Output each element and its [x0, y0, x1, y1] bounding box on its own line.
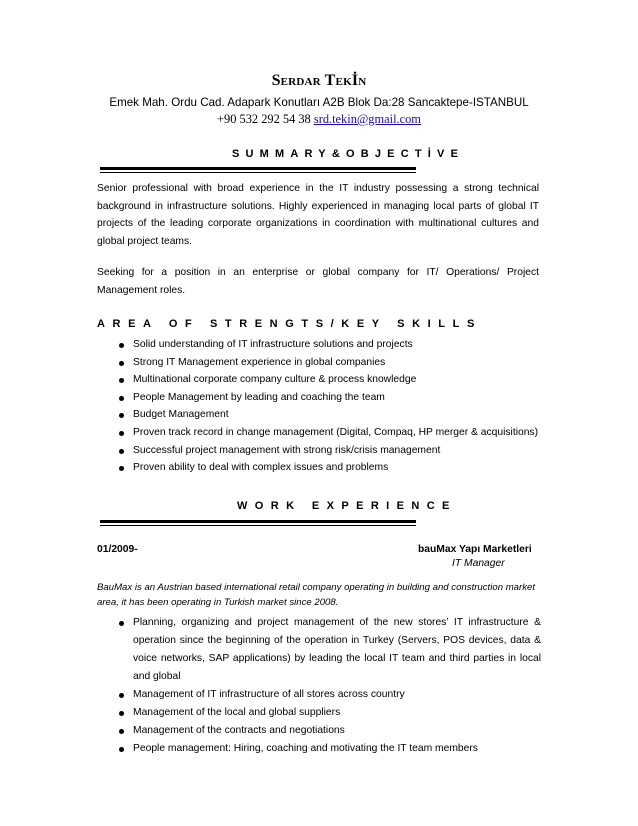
list-item-text: Strong IT Management experience in global companies — [133, 356, 386, 368]
list-item-text: People management: Hiring, coaching and motivating the IT team members — [133, 743, 478, 754]
bullet-icon — [119, 396, 124, 401]
list-item — [133, 740, 541, 758]
strengths-list — [133, 336, 538, 477]
address: Emek Mah. Ordu Cad. Adapark Konutları A2B Blok Da:28 Sancaktepe-ISTANBUL — [109, 96, 529, 109]
list-item — [133, 722, 541, 740]
bullet-icon — [119, 431, 124, 436]
list-item-text: Solid understanding of IT infrastructure solutions and projects — [133, 339, 413, 350]
list-item-text: Management of the local and global suppliers — [133, 707, 341, 718]
list-item-text: Successful project management with strong risk/crisis management — [133, 444, 441, 456]
list-item — [133, 424, 538, 442]
list-item — [133, 614, 541, 686]
list-item — [133, 459, 538, 477]
objective-paragraph: Seeking for a position in an enterprise or global company for IT/ Operations/ Project Management roles. — [97, 267, 539, 296]
summary-heading: SUMMARY&OBJECTİVE — [232, 148, 465, 160]
candidate-name-text: Serdar Tekİn — [271, 72, 367, 89]
bullet-icon — [119, 747, 124, 752]
list-item-text: Management of IT infrastructure of all stores across country — [133, 689, 405, 700]
work-heading: WORK EXPERIENCE — [237, 500, 457, 512]
candidate-name — [0, 72, 638, 90]
bullet-icon — [119, 361, 124, 366]
list-item-text: Proven ability to deal with complex issues and problems — [133, 462, 389, 474]
list-item — [133, 336, 538, 354]
list-item-text: Management of the contracts and negotiations — [133, 725, 345, 736]
list-item — [133, 442, 538, 460]
bullet-icon — [119, 343, 124, 348]
list-item — [133, 686, 541, 704]
phone-number: +90 532 292 54 38 — [217, 112, 311, 126]
list-item-text: Multinational corporate company culture & process knowledge — [133, 374, 417, 386]
bullet-icon — [119, 449, 124, 454]
bullet-icon — [119, 378, 124, 383]
email-link[interactable]: srd.tekin@gmail.com — [313, 112, 421, 126]
list-item-text: Proven track record in change management (Digital, Compaq, HP merger & acquisitions) — [133, 426, 539, 438]
list-item — [133, 704, 541, 722]
list-item — [133, 354, 538, 372]
job-responsibilities-list — [133, 614, 541, 758]
bullet-icon — [119, 466, 124, 471]
job-description: BauMax is an Austrian based international retail company operating in building and construction market area, it has been operating in Turkish market since 2008. — [97, 582, 536, 608]
job-date: 01/2009- — [97, 544, 138, 555]
strengths-heading: AREA OF STRENGTS/KEY SKILLS — [97, 318, 482, 330]
bullet-icon — [119, 729, 124, 734]
work-divider — [100, 520, 416, 526]
bullet-icon — [119, 413, 124, 418]
job-company: bauMax Yapı Marketleri — [418, 544, 532, 555]
summary-paragraph: Senior professional with broad experience in the IT industry possessing a strong technical background in infrastructure solutions. Highly experienced in managing local parts of global IT projects of the leading corporate organizations in coordination with multinational cultures and global project teams. — [97, 183, 539, 247]
list-item-text: Budget Management — [133, 409, 229, 421]
job-title: IT Manager — [452, 558, 505, 569]
contact-line — [0, 112, 638, 127]
list-item-text: People Management by leading and coaching the team — [133, 391, 385, 403]
list-item — [133, 406, 538, 424]
list-item — [133, 389, 538, 407]
bullet-icon — [119, 693, 124, 698]
bullet-icon — [119, 621, 124, 626]
list-item — [133, 371, 538, 389]
bullet-icon — [119, 711, 124, 716]
list-item-text: Planning, organizing and project management of the new stores’ IT infrastructure & operation since the beginning of the operation in Turkey (Servers, POS devices, data & voice networks, SAP applications) by leading the local IT team and third parties in local and global — [133, 617, 541, 682]
summary-divider — [100, 167, 416, 173]
